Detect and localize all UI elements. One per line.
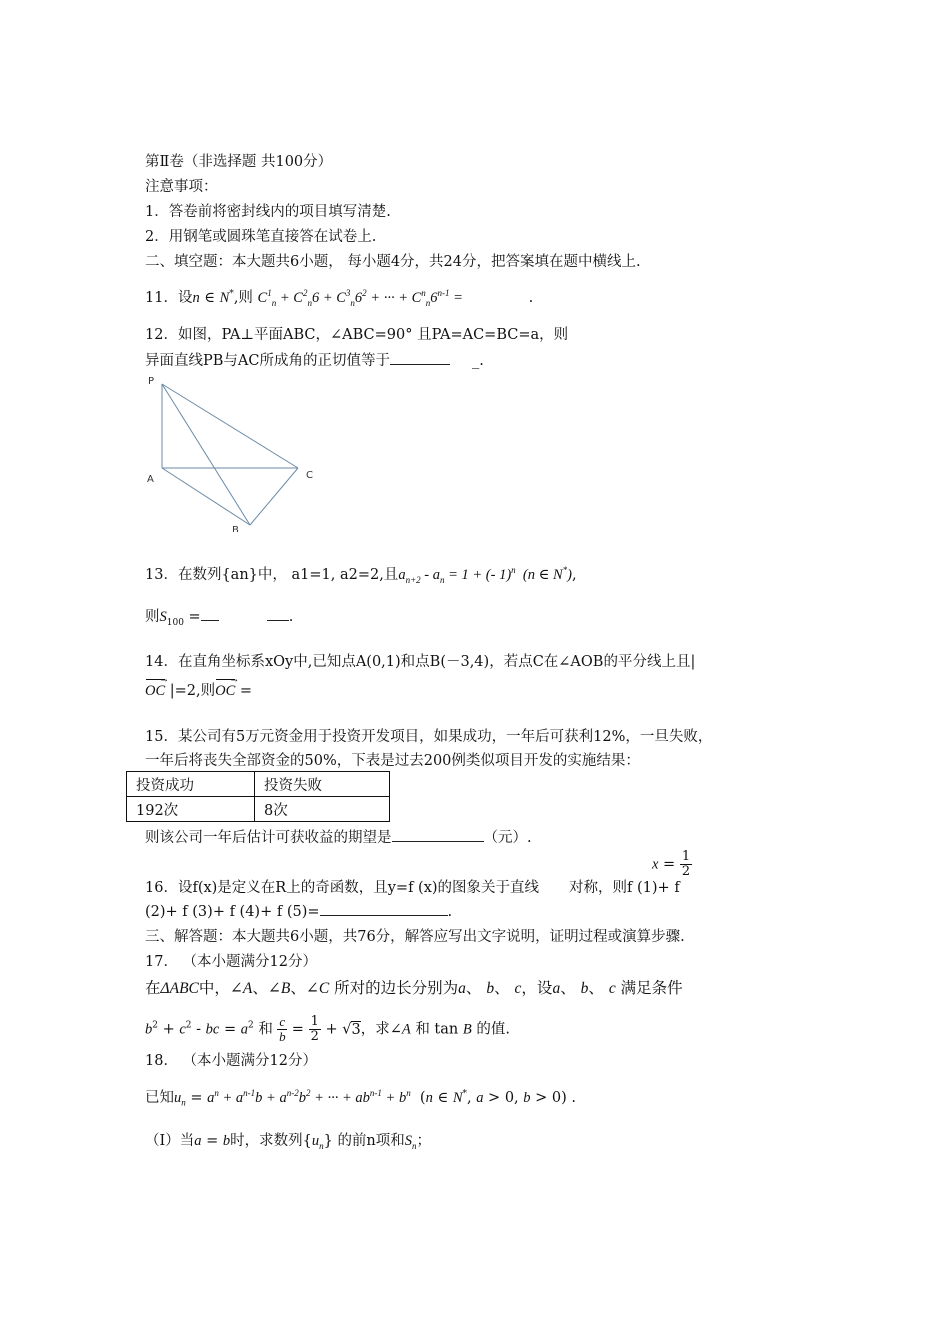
q12-line2: 异面直线PB与AC所成角的正切值等于 <box>145 353 390 369</box>
q14-eq: = <box>239 683 253 699</box>
q16-line-eq: x = $\frac{1}{2}$ <box>652 849 691 879</box>
part2-intro: 二、填空题：本大题共6小题， 每小题4分，共24分，把答案填在题中横线上. <box>145 254 641 270</box>
question-12-line2 <box>145 351 484 371</box>
table-header-success: 投资成功 <box>127 772 255 797</box>
q13-line1: 13．在数列{an}中， a1=1, a2=2,且 <box>145 566 399 583</box>
q17-and: 和 <box>258 1021 273 1038</box>
table-cell-success: 192次 <box>127 797 255 822</box>
question-14-line2 <box>145 681 252 701</box>
q15-line3: 则该公司一年后估计可获收益的期望是 <box>145 830 392 846</box>
q11-then: ,则 <box>233 289 253 306</box>
vertex-label-p: P <box>148 376 155 387</box>
vertex-label-b: B <box>232 525 239 532</box>
q17-and2: 和 <box>415 1021 430 1038</box>
note-1: 1．答卷前将密封线内的项目填写清楚. <box>145 204 391 220</box>
q16-line2: (2)+ f (3)+ f (4)+ f (5)= <box>145 904 320 920</box>
question-16-line2 <box>145 902 452 922</box>
table-cell-failure: 8次 <box>255 797 390 822</box>
q11-formula: $C^1_n + C^2_n6 + C^3_n6^2$ + ··· + $C^n_n6^{n-1}$ = <box>257 288 467 308</box>
pyramid-figure <box>140 372 320 532</box>
q14-line1: 14．在直角坐标系xOy中,已知点A(0,1)和点B(－3,4)，若点C在∠AOB的平分线上且| <box>145 654 696 670</box>
q17-text-b: 中， <box>198 979 230 997</box>
edge-bc <box>250 468 298 525</box>
vertex-label-a: A <box>147 474 154 485</box>
q12-line1: 12．如图，PA⊥平面ABC，∠ABC=90° 且PA=AC=BC=a，则 <box>145 327 569 343</box>
q17-value: 的值. <box>476 1021 510 1038</box>
vector-oc: OC → <box>145 681 165 701</box>
edge-ab <box>162 468 250 525</box>
q13-formula: $a_{n+2} - a_n = 1$ + (- 1)$^n$ (n ∈ N*) <box>398 565 572 585</box>
q11-answer-blank[interactable] <box>467 290 529 302</box>
q11-math-n: n <box>192 289 200 306</box>
investment-table <box>126 771 390 822</box>
table-row <box>127 797 390 822</box>
q17-text-c: 所对的边长分别为 <box>334 979 459 997</box>
q13-answer-blank[interactable] <box>201 608 219 621</box>
q13-then: 则 <box>145 609 160 625</box>
question-13-answer: 则$S_{100}$ = . <box>145 609 294 628</box>
q18-part1-d: ； <box>416 1133 432 1149</box>
edge-pc <box>162 384 298 468</box>
question-15-line3 <box>145 828 532 848</box>
q15-line1: 15．某公司有5万元资金用于投资开发项目，如果成功，一年后可获利12%，一旦失败， <box>145 729 713 745</box>
q17-text-d: ，设 <box>521 979 553 997</box>
question-13: 13．在数列{an}中， a1=1, a2=2,且$a_{n+2} - a_n = 1$ + (- 1)$^n$ (n ∈ N*), <box>145 565 577 585</box>
table-row <box>127 772 390 797</box>
q11-label: 11．设 <box>145 289 193 306</box>
q18-known: 已知 <box>145 1089 174 1106</box>
q18-part1-b: 时，求数列 <box>230 1133 303 1149</box>
q17-text-a: 在 <box>145 979 161 997</box>
table-header-failure: 投资失败 <box>255 772 390 797</box>
part3-intro: 三、解答题：本大题共6小题，共76分，解答应写出文字说明，证明过程或演算步骤. <box>145 929 685 945</box>
q18-part1-c: 的前n项和 <box>337 1133 405 1149</box>
q15-answer-blank[interactable] <box>392 829 484 842</box>
question-17-line2: $b^2 + c^2$ - bc = $a^2$ 和 $\frac{c}{b}$ = $\frac{1}{2}$ + √3，求∠A 和 tan B 的值. <box>145 1014 510 1044</box>
q17-text-e: 满足条件 <box>620 979 683 997</box>
q18-part1-a: （Ⅰ）当 <box>145 1133 195 1149</box>
question-17-line1: 在ΔABC中，∠A、∠B、∠C 所对的边长分别为a、 b、 c，设a、 b、 c 满足条件 <box>145 979 683 997</box>
q13-end: . <box>288 609 294 625</box>
edge-pb <box>162 384 250 525</box>
note-2: 2．用钢笔或圆珠笔直接答在试卷上. <box>145 229 377 245</box>
q15-line3-end: （元）. <box>483 830 532 846</box>
vertex-label-c: C <box>306 470 313 481</box>
question-18-part1: （Ⅰ）当a = b时，求数列$\{u_n\}$ 的前n项和$S_n$； <box>145 1133 432 1151</box>
vector-oc-2: OC → <box>215 681 235 701</box>
question-11: 11．设n ∈ N*,则 $C^1_n + C^2_n6 + C^3_n6^2$ + ··· + $C^n_n6^{n-1}$ = . <box>145 288 534 308</box>
q18-head: 18． （本小题满分12分） <box>145 1053 318 1069</box>
question-18-line1: 已知$u_n = a^n + a^{n-1}b + a^{n-2}b^2$ + ··· + $ab^{n-1} + b^n$ (n ∈ N*, a > 0, b > 0) . <box>145 1088 576 1108</box>
q16-line1-end: 对称，则f (1)+ f <box>569 880 680 896</box>
q16-answer-blank[interactable] <box>320 903 448 916</box>
q17-head: 17． （本小题满分12分） <box>145 954 318 970</box>
notes-title: 注意事项： <box>145 179 218 195</box>
q12-answer-blank[interactable] <box>390 352 450 365</box>
section-title: 第Ⅱ卷（非选择题 共100分） <box>145 154 333 170</box>
question-16-line1 <box>145 878 680 898</box>
q14-abs-eq: |=2,则 <box>169 683 216 699</box>
q16-line1: 16．设f(x)是定义在R上的奇函数，且y=f (x)的图象关于直线 <box>145 880 540 896</box>
q16-line2-end: . <box>447 904 453 920</box>
q17-ask: ，求 <box>360 1021 390 1038</box>
q12-line2-end: _. <box>471 353 484 369</box>
q15-line2: 一年后将丧失全部资金的50%，下表是过去200例类似项目开发的实施结果： <box>145 753 640 769</box>
